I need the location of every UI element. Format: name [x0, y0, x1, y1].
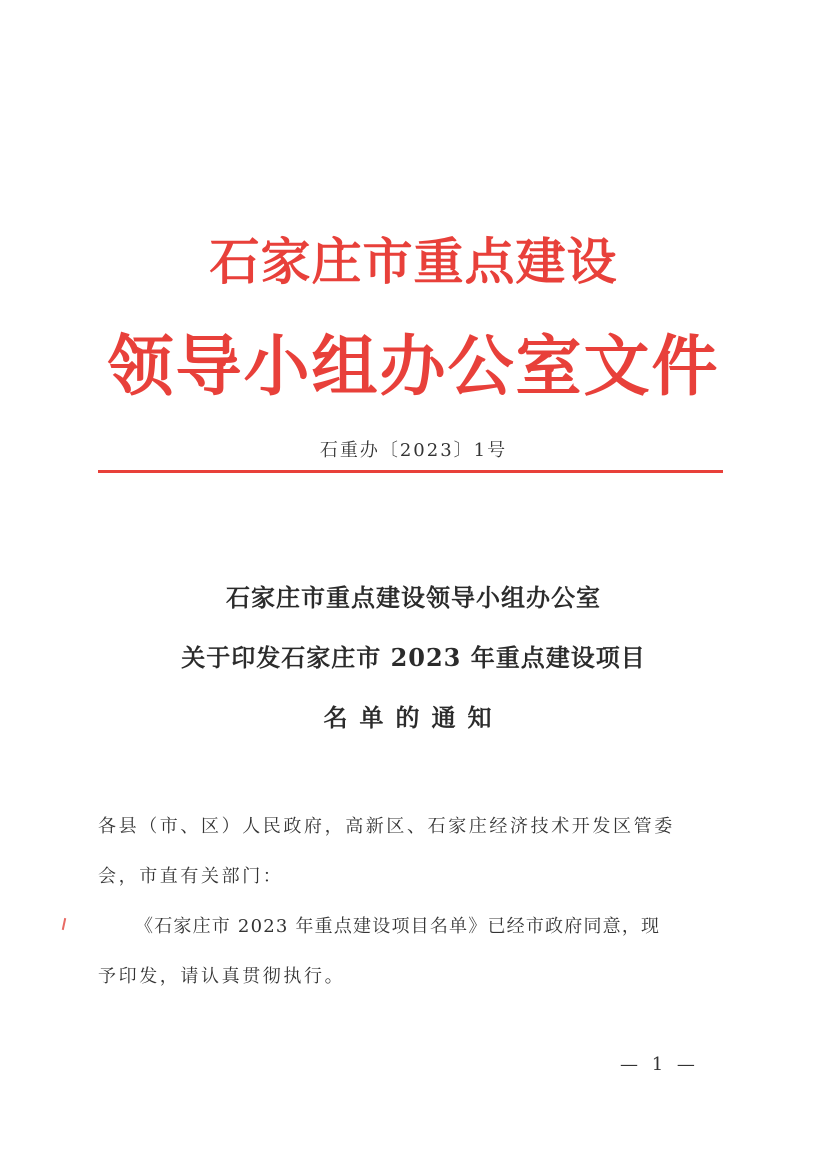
margin-mark [62, 918, 66, 930]
addressee-line-2: 会，市直有关部门： [98, 866, 284, 887]
notice-title-line-2: 关于印发石家庄市 2023 年重点建设项目 [181, 643, 646, 672]
red-divider [98, 470, 723, 473]
notice-title-line-3: 名单的通知 [323, 703, 504, 732]
page-number: — 1 — [620, 1054, 699, 1075]
addressee-line-1: 各县（市、区）人民政府，高新区、石家庄经济技术开发区管委 [98, 816, 675, 837]
document-number: 石重办〔2023〕1号 [319, 440, 508, 461]
red-header-line-2: 领导小组办公室文件 [107, 327, 720, 405]
notice-title-line-1: 石家庄市重点建设领导小组办公室 [226, 583, 601, 612]
red-header-line-1: 石家庄市重点建设 [209, 232, 618, 291]
body-paragraph-line-2: 予印发，请认真贯彻执行。 [98, 966, 346, 987]
body-paragraph-line-1: 《石家庄市 2023 年重点建设项目名单》已经市政府同意，现 [135, 916, 661, 937]
